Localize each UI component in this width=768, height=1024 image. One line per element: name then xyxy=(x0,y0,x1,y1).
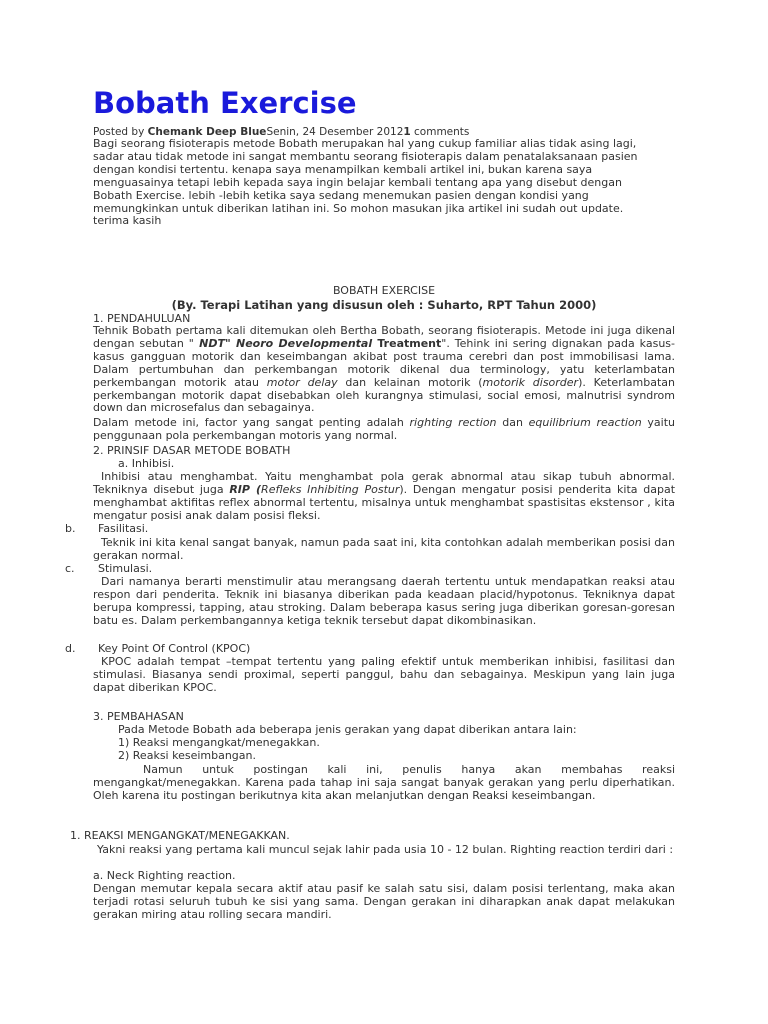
comments-label[interactable]: comments xyxy=(410,126,470,138)
posted-by-label: Posted by xyxy=(93,126,148,138)
section-2c-letter: c. xyxy=(65,562,75,575)
section-2b-label: Fasilitasi. xyxy=(98,522,149,535)
section-1-title: 1. PENDAHULUAN xyxy=(93,312,191,325)
section-3-item-2: 2) Reaksi keseimbangan. xyxy=(118,749,256,762)
s2a-text-1: Inhibisi atau menghambat. Yaitu menghambat pola gerak abnormal atau sikap tubuh abnormal. Tekniknya disebut juga xyxy=(93,470,675,496)
s2a-rip-italic: Refleks Inhibiting Postur xyxy=(261,482,400,496)
s1-text-d: ). Keterlambatan perkembangan motorik dapat disebabkan oleh kurangnya stimulasi, social emosi, malnutrisi syndrom down dan microsefalus dan sebagainya. xyxy=(93,375,675,415)
s2a-rip: RIP ( xyxy=(229,482,262,496)
comments-count[interactable]: 1 xyxy=(403,126,411,138)
section-1-paragraph-1 xyxy=(93,325,675,415)
section-2b-text: Teknik ini kita kenal sangat banyak, namun pada saat ini, kita contohkan adalah memberikan posisi dan gerakan normal. xyxy=(93,536,675,562)
section-3-paragraph: Namun untuk postingan kali ini, penulis hanya akan membahas reaksi mengangkat/menegakkan. Karena pada tahap ini saja sangat banyak gerakan yang perlu diperhatikan. Oleh karena itu postingan berikutnya kita akan melanjutkan dengan Reaksi keseimbangan. xyxy=(93,763,675,802)
section-2d-text: KPOC adalah tempat –tempat tertentu yang paling efektif untuk memberikan inhibisi, fasilitasi dan stimulasi. Biasanya sendi proximal, seperti panggul, bahu dan sebagainya. Meskipun yang lain juga dapat diberikan KPOC. xyxy=(93,655,675,694)
post-intro: Bagi seorang fisioterapis metode Bobath merupakan hal yang cukup familiar alias tidak asing lagi, sadar atau tidak metode ini sangat membantu seorang fisioterapis dalam penatalaksanaan pasien dengan kondisi tertentu. kenapa saya menampilkan kembali artikel ini, bukan karena saya menguasainya tetapi lebih kepada saya ingin belajar kembali tentang apa yang disebut dengan Bobath Exercise. lebih -lebih ketika saya sedang menemukan pasien dengan kondisi yang memungkinkan untuk diberikan latihan ini. So mohon masukan jika artikel ini sudah out update. terima kasih xyxy=(93,137,638,228)
article-subheading: (By. Terapi Latihan yang disusun oleh : Suharto, RPT Tahun 2000) xyxy=(171,298,597,312)
s1-p2-text-c: yaitu penggunaan pola perkembangan motoris yang normal. xyxy=(93,416,675,442)
post-date[interactable]: Senin, 24 Desember 2012 xyxy=(266,126,404,138)
s1-motor-delay: motor delay xyxy=(266,375,338,389)
section-2d-letter: d. xyxy=(65,642,76,655)
s1-p2-text-a: Dalam metode ini, factor yang sangat penting adalah xyxy=(93,416,410,429)
s1-p2-text-b: dan xyxy=(496,416,529,429)
s1-text-a: Tehnik Bobath pertama kali ditemukan oleh Bertha Bobath, seorang fisioterapis. Metode ini juga dikenal dengan sebutan " xyxy=(93,324,675,350)
s1-ndt-term: NDT" Neoro Developmental xyxy=(193,336,373,350)
reaction-1a-label: a. Neck Righting reaction. xyxy=(93,869,236,882)
section-2a-text xyxy=(93,471,675,523)
section-2a-label: a. Inhibisi. xyxy=(118,457,175,470)
s1-righting-rection: righting rection xyxy=(409,416,497,429)
post-author[interactable]: Chemank Deep Blue xyxy=(147,126,267,138)
s2a-text-2: ). Dengan mengatur posisi penderita kita dapat menghambat aktifitas reflex abnormal tertentu, misalnya untuk menghambat spastisitas ekstensor , kita mengatur posisi anak dalam posisi fleksi. xyxy=(93,482,676,522)
s1-treatment-term: Treatment xyxy=(372,336,442,350)
s1-text-c: dan kelainan motorik ( xyxy=(337,375,483,389)
section-2c-text: Dari namanya berarti menstimulir atau merangsang daerah tertentu untuk mendapatkan reaksi atau respon dari penderita. Teknik ini biasanya diberikan pada keadaan placid/hypotonus. Tekniknya dapat berupa kompressi, tapping, atau stroking. Dalam beberapa kasus sering juga diberikan goresan-goresan batu es. Dalam perkembangannya ketiga teknik tersebut dapat dikombinasikan. xyxy=(93,575,675,627)
reaction-1-paragraph: Yakni reaksi yang pertama kali muncul sejak lahir pada usia 10 - 12 bulan. Righting reaction terdiri dari : xyxy=(97,843,674,856)
reaction-1a-text: Dengan memutar kepala secara aktif atau pasif ke salah satu sisi, dalam posisi terlentang, maka akan terjadi rotasi seluruh tubuh ke sisi yang sama. Dengan gerakan ini diharapkan anak dapat melakukan gerakan miring atau rolling secara mandiri. xyxy=(93,882,675,921)
s1-equilibrium-reaction: equilibrium reaction xyxy=(528,416,642,429)
post-title[interactable]: Bobath Exercise xyxy=(93,86,357,120)
section-2c-label: Stimulasi. xyxy=(98,562,153,575)
s1-motorik-disorder: motorik disorder xyxy=(482,375,579,389)
article-heading: BOBATH EXERCISE xyxy=(332,284,436,297)
section-3-item-1: 1) Reaksi mengangkat/menegakkan. xyxy=(118,736,320,749)
section-3-intro: Pada Metode Bobath ada beberapa jenis gerakan yang dapat diberikan antara lain: xyxy=(118,723,577,736)
section-1-paragraph-2 xyxy=(93,417,675,443)
section-3-title: 3. PEMBAHASAN xyxy=(93,710,184,723)
s1-text-b: ". Tehink ini sering dignakan pada kasus-kasus gangguan motorik dan keseimbangan akibat post trauma cerebri dan post immobilisasi lama. Dalam pertumbuhan dan perkembangan motorik dikenal dua terminology, yatu keterlambatan perkembangan motorik atau xyxy=(93,336,675,389)
section-2d-label: Key Point Of Control (KPOC) xyxy=(98,642,251,655)
reaction-1-title: 1. REAKSI MENGANGKAT/MENEGAKKAN. xyxy=(70,829,290,842)
section-2b-letter: b. xyxy=(65,522,76,535)
section-2-title: 2. PRINSIF DASAR METODE BOBATH xyxy=(93,444,291,457)
